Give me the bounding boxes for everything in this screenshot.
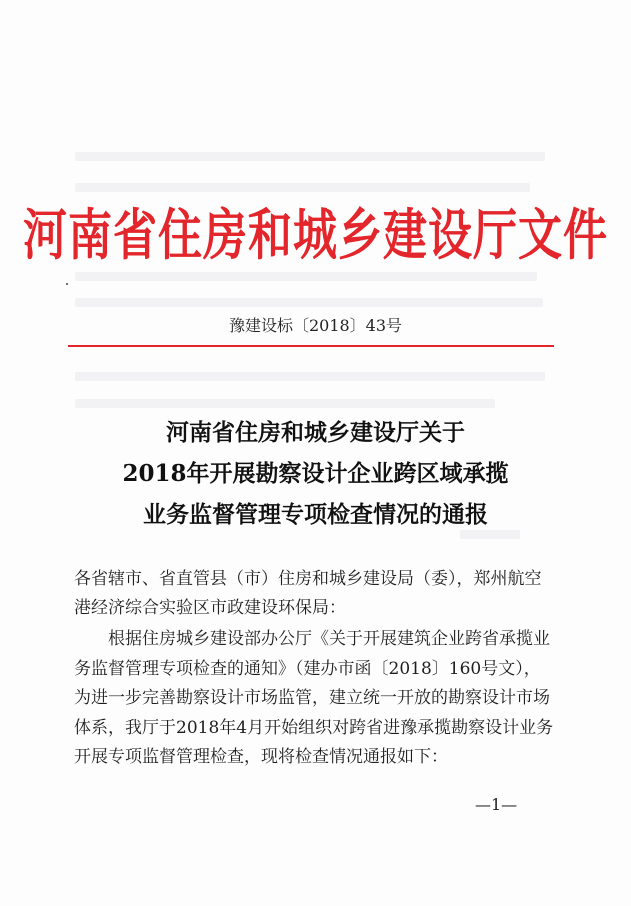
bleed-through-mark [75,152,545,161]
bleed-through-mark [75,272,537,281]
notice-title [0,412,631,535]
red-divider-line [68,345,554,347]
notice-title-line-3: 业务监督管理专项检查情况的通报 [143,501,488,528]
bleed-through-mark [75,399,495,408]
salutation: 各省辖市、省直管县（市）住房和城乡建设局（委），郑州航空港经济综合实验区市政建设环保局： [74,569,542,618]
body-paragraph: 根据住房城乡建设部办公厅《关于开展建筑企业跨省承揽业务监督管理专项检查的通知》（建办市函〔2018〕160号文），为进一步完善勘察设计市场监管，建立统一开放的勘察设计市场体系，我厅于2018年4月开始组织对跨省进豫承揽勘察设计业务开展专项监督管理检查，现将检查情况通报如下： [74,629,554,767]
notice-title-line-1: 河南省住房和城乡建设厅关于 [166,419,465,446]
bleed-through-mark [75,372,545,381]
document-header-title: 河南省住房和城乡建设厅文件 [23,203,608,268]
notice-title-line-2: 2018年开展勘察设计企业跨区域承揽 [122,460,509,487]
scan-speck [66,283,68,285]
document-number: 豫建设标〔2018〕43号 [228,316,403,335]
bleed-through-mark [75,298,543,307]
page-number: —1— [475,795,518,814]
